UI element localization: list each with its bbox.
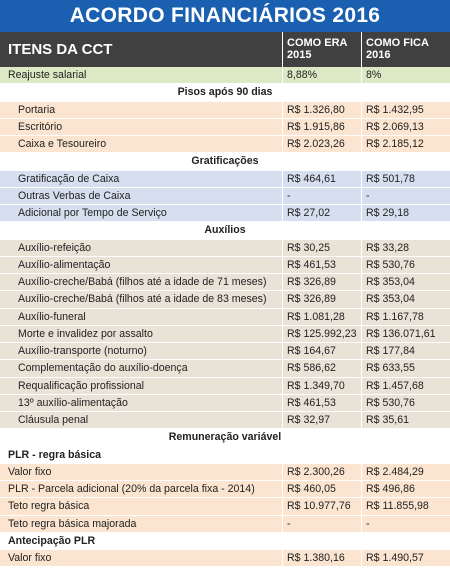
header-after-line1: COMO FICA [366, 37, 429, 49]
table-row: Auxílio-funeral R$ 1.081,28 R$ 1.167,78 [0, 309, 450, 326]
table-row: Auxílio-creche/Babá (filhos até a idade de 83 meses) R$ 326,89 R$ 353,04 [0, 291, 450, 308]
section-title-gratificacoes: Gratificações [0, 153, 450, 170]
table-row: Auxílio-alimentação R$ 461,53 R$ 530,76 [0, 257, 450, 274]
header-before-line2: 2015 [287, 49, 312, 61]
section-title-remuneracao: Remuneração variável [0, 429, 450, 446]
table-row: PLR - Parcela adicional (20% da parcela fixa - 2014) R$ 460,05 R$ 496,86 [0, 481, 450, 498]
table-row: Teto regra básica R$ 10.977,76 R$ 11.855,98 [0, 498, 450, 515]
header-before [282, 32, 361, 67]
table-row: Caixa e Tesoureiro R$ 2.023,26 R$ 2.185,12 [0, 136, 450, 153]
table-row: Portaria R$ 1.326,80 R$ 1.432,95 [0, 102, 450, 119]
table-row: Auxílio-transporte (noturno) R$ 164,67 R$ 177,84 [0, 343, 450, 360]
section-title-auxilios: Auxílios [0, 222, 450, 239]
table-row: Gratificação de Caixa R$ 464,61 R$ 501,78 [0, 171, 450, 188]
page-title: ACORDO FINANCIÁRIOS 2016 [0, 0, 450, 32]
table-row: Escritório R$ 1.915,86 R$ 2.069,13 [0, 119, 450, 136]
table-header [0, 32, 450, 67]
table-row: Complementação do auxílio-doença R$ 586,62 R$ 633,55 [0, 360, 450, 377]
table-row: Requalificação profissional R$ 1.349,70 R$ 1.457,68 [0, 378, 450, 395]
subsection-title-antecipacao: Antecipação PLR [0, 533, 450, 550]
table-row: Adicional por Tempo de Serviço R$ 27,02 R$ 29,18 [0, 205, 450, 222]
header-before-line1: COMO ERA [287, 37, 348, 49]
table-row: Valor fixo R$ 1.380,16 R$ 1.490,57 [0, 550, 450, 567]
table-row: Outras Verbas de Caixa - - [0, 188, 450, 205]
subsection-title-plr: PLR - regra básica [0, 447, 450, 464]
table-row: Teto regra básica majorada - - [0, 516, 450, 533]
table-row: 13º auxílio-alimentação R$ 461,53 R$ 530,76 [0, 395, 450, 412]
table-row-reajuste: Reajuste salarial 8,88% 8% [0, 67, 450, 84]
table-row: Auxílio-creche/Babá (filhos até a idade de 71 meses) R$ 326,89 R$ 353,04 [0, 274, 450, 291]
table-row: Cláusula penal R$ 32,97 R$ 35,61 [0, 412, 450, 429]
section-title-pisos: Pisos após 90 dias [0, 84, 450, 101]
header-items: ITENS DA CCT [8, 41, 113, 58]
table-row: Morte e invalidez por assalto R$ 125.992,23 R$ 136.071,61 [0, 326, 450, 343]
header-after-line2: 2016 [366, 49, 391, 61]
table-row: Valor fixo R$ 2.300,26 R$ 2.484,29 [0, 464, 450, 481]
table-row: Auxílio-refeição R$ 30,25 R$ 33,28 [0, 240, 450, 257]
header-after [361, 32, 450, 67]
